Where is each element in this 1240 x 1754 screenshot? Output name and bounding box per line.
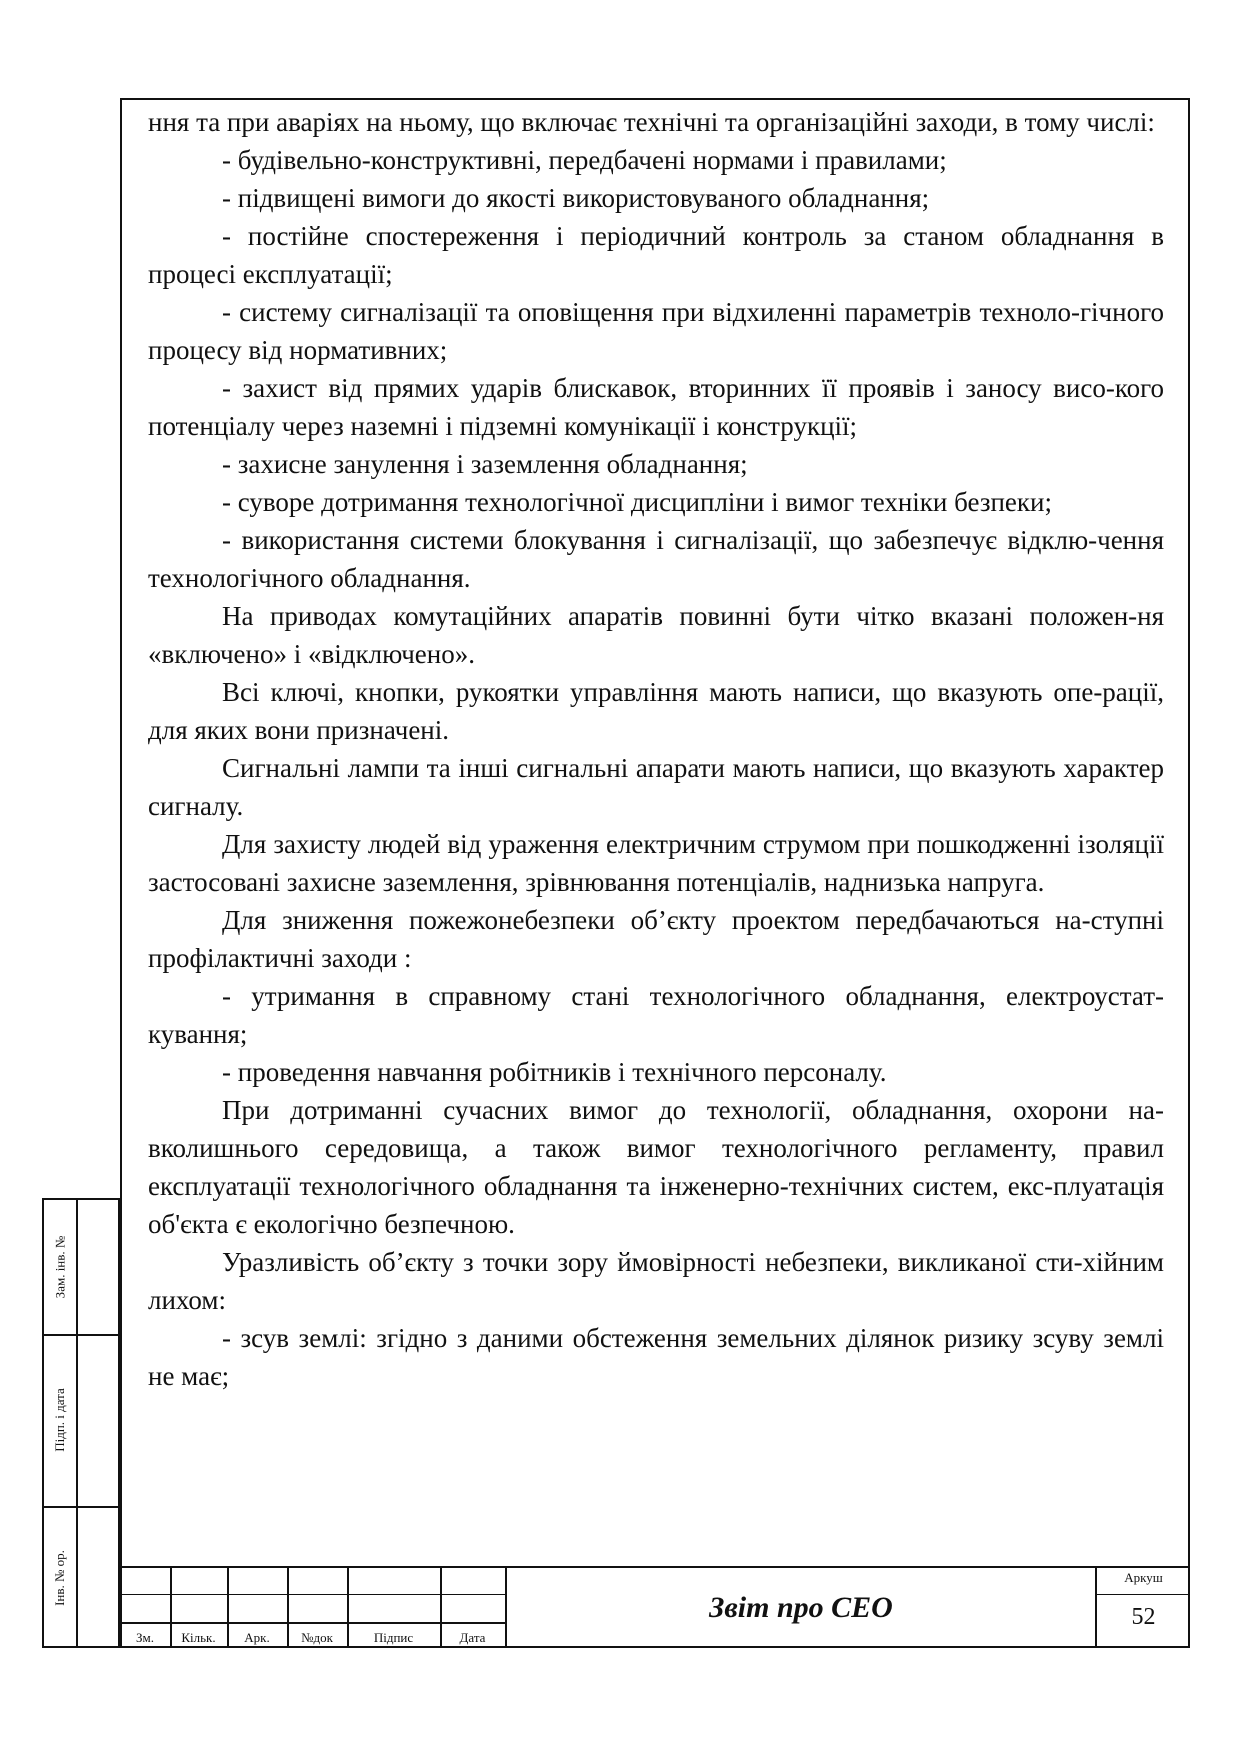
side-stamp-middle-label: Підп. і дата <box>52 1388 67 1452</box>
document-body <box>148 103 1164 1395</box>
side-stamp-bottom-label: Інв. № ор. <box>52 1550 68 1606</box>
paragraph: При дотриманні сучасних вимог до технології, обладнання, охорони на-вколишнього середовища, а також вимог технологічного регламенту, правил експлуатації технологічного обладнання та інженерно-технічних систем, екс-плуатація об'єкта є екологічно безпечною. <box>148 1095 1164 1239</box>
paragraph: Уразливість об’єкту з точки зору ймовірності небезпеки, викликаної сти-хійним лихом: <box>148 1247 1164 1315</box>
list-item: - зсув землі: згідно з даними обстеження земельних ділянок ризику зсуву землі не має; <box>148 1323 1164 1391</box>
list-item: - захисне занулення і заземлення обладнання; <box>222 449 748 479</box>
col-zm-label: Зм. <box>136 1630 154 1645</box>
side-stamp-cell <box>44 1506 76 1650</box>
col-ndok-label: №док <box>301 1630 333 1645</box>
paragraph: ння та при аваріях на ньому, що включає технічні та організаційні заходи, в тому числі: <box>148 107 1155 137</box>
paragraph: На приводах комутаційних апаратів повинні бути чітко вказані положен-ня «включено» і «відключено». <box>148 601 1164 669</box>
list-item: - захист від прямих ударів блискавок, вторинних її проявів і заносу висо-кого потенціалу через наземні і підземні комунікації і конструкції; <box>148 373 1164 441</box>
sheet-number: 52 <box>1131 1604 1156 1630</box>
list-item: - утримання в справному стані технологічного обладнання, електроустат-кування; <box>148 981 1164 1049</box>
side-stamp-divider <box>76 1200 78 1646</box>
side-stamp <box>42 1198 120 1648</box>
col-pidpys-label: Підпис <box>373 1630 414 1645</box>
side-stamp-cell <box>44 1334 76 1506</box>
document-title: Звіт про СЕО <box>709 1591 893 1624</box>
list-item: - постійне спостереження і періодичний контроль за станом обладнання в процесі експлуатації; <box>148 221 1164 289</box>
sheet-label: Аркуш <box>1124 1570 1163 1585</box>
list-item: - будівельно-конструктивні, передбачені нормами і правилами; <box>222 145 947 175</box>
side-stamp-cell <box>44 1200 76 1334</box>
list-item: - суворе дотримання технологічної дисципліни і вимог техніки безпеки; <box>222 487 1052 517</box>
list-item: - використання системи блокування і сигналізації, що забезпечує відклю-чення технологічного обладнання. <box>148 525 1164 593</box>
col-kilk-label: Кільк. <box>181 1630 216 1645</box>
title-block-row-divider <box>120 1622 505 1624</box>
title-block <box>120 1566 1190 1648</box>
paragraph: Сигнальні лампи та інші сигнальні апарати мають написи, що вказують характер сигналу. <box>148 753 1164 821</box>
col-ark-label: Арк. <box>244 1630 270 1645</box>
title-block-row-divider <box>1095 1594 1190 1595</box>
list-item: - підвищені вимоги до якості використовуваного обладнання; <box>222 183 930 213</box>
paragraph: Для захисту людей від ураження електричним струмом при пошкодженні ізоляції застосовані захисне заземлення, зрівнювання потенціалів, наднизька напруга. <box>148 829 1164 897</box>
paragraph: Для зниження пожежонебезпеки об’єкту проектом передбачаються на-ступні профілактичні заходи : <box>148 905 1164 973</box>
list-item: - систему сигналізації та оповіщення при відхиленні параметрів техноло-гічного процесу від нормативних; <box>148 297 1164 365</box>
col-data-label: Дата <box>459 1630 486 1645</box>
title-block-row-divider <box>120 1594 505 1595</box>
list-item: - проведення навчання робітників і технічного персоналу. <box>222 1057 887 1087</box>
side-stamp-top-label: Зам. інв. № <box>52 1235 67 1299</box>
paragraph: Всі ключі, кнопки, рукоятки управління мають написи, що вказують опе-рації, для яких вони призначені. <box>148 677 1164 745</box>
